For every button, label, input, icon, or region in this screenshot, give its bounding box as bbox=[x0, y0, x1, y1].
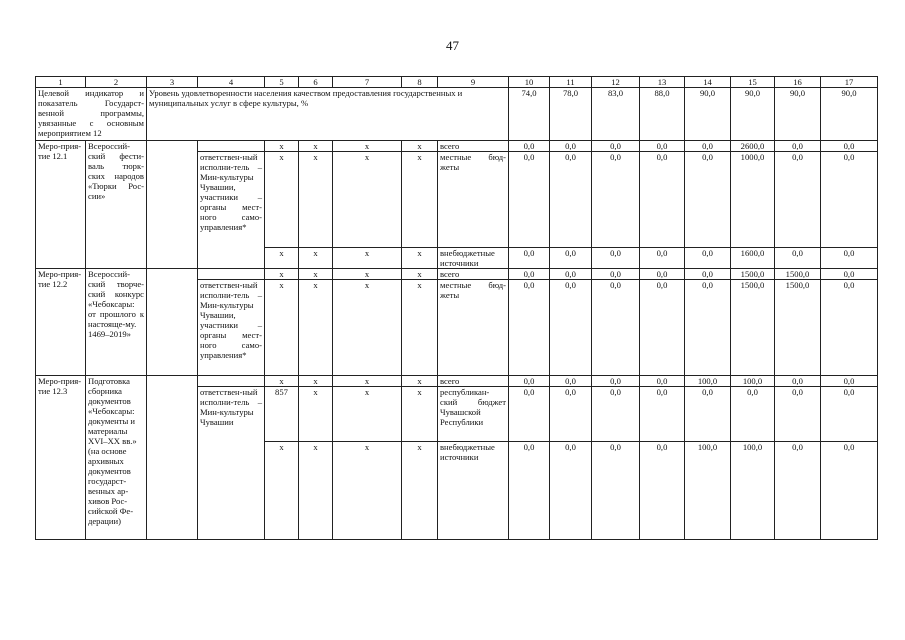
column-number: 12 bbox=[592, 77, 640, 88]
value-cell: 0,0 bbox=[592, 280, 640, 376]
indicator-description: Уровень удовлетворенности населения качеством предоставления государственных и муниципальных услуг в сфере культуры, % bbox=[147, 88, 509, 141]
cell-code: x bbox=[333, 280, 402, 376]
value-cell: 0,0 bbox=[550, 269, 592, 280]
funding-source: всего bbox=[438, 376, 509, 387]
funding-source: республикан-ский бюджет Чувашской Республики bbox=[438, 387, 509, 442]
column-number: 5 bbox=[265, 77, 299, 88]
value-cell: 0,0 bbox=[731, 387, 775, 442]
value-cell: 0,0 bbox=[550, 442, 592, 540]
value-cell: 0,0 bbox=[640, 280, 685, 376]
funding-source: всего bbox=[438, 269, 509, 280]
value-cell: 0,0 bbox=[592, 442, 640, 540]
indicator-label: Целевой индикатор и показатель Государст-венной программы, увязанные с основным мероприятием 12 bbox=[36, 88, 147, 141]
indicator-value: 90,0 bbox=[731, 88, 775, 141]
value-cell: 0,0 bbox=[821, 248, 878, 269]
cell-code: x bbox=[299, 152, 333, 248]
value-cell: 0,0 bbox=[640, 387, 685, 442]
cell-code: 857 bbox=[265, 387, 299, 442]
value-cell: 0,0 bbox=[550, 387, 592, 442]
value-cell: 0,0 bbox=[685, 152, 731, 248]
event-type: Меро-прия-тие 12.3 bbox=[36, 376, 86, 540]
event-empty-cell bbox=[147, 376, 198, 540]
value-cell: 0,0 bbox=[509, 387, 550, 442]
executor-empty-cell bbox=[198, 269, 265, 280]
value-cell: 0,0 bbox=[509, 442, 550, 540]
value-cell: 0,0 bbox=[821, 141, 878, 152]
cell-code: x bbox=[265, 269, 299, 280]
value-cell: 0,0 bbox=[550, 376, 592, 387]
cell-code: x bbox=[265, 376, 299, 387]
value-cell: 0,0 bbox=[640, 141, 685, 152]
column-number: 11 bbox=[550, 77, 592, 88]
value-cell: 0,0 bbox=[509, 152, 550, 248]
event-empty-cell bbox=[147, 141, 198, 269]
value-cell: 1000,0 bbox=[731, 152, 775, 248]
cell-code: x bbox=[402, 280, 438, 376]
value-cell: 100,0 bbox=[731, 376, 775, 387]
column-number: 3 bbox=[147, 77, 198, 88]
column-number: 8 bbox=[402, 77, 438, 88]
table-row bbox=[36, 269, 878, 280]
indicator-value: 90,0 bbox=[685, 88, 731, 141]
value-cell: 0,0 bbox=[550, 280, 592, 376]
table-row bbox=[36, 141, 878, 152]
value-cell: 0,0 bbox=[685, 280, 731, 376]
column-number: 16 bbox=[775, 77, 821, 88]
value-cell: 0,0 bbox=[775, 141, 821, 152]
cell-code: x bbox=[299, 376, 333, 387]
cell-code: x bbox=[265, 280, 299, 376]
value-cell: 0,0 bbox=[509, 280, 550, 376]
value-cell: 0,0 bbox=[509, 141, 550, 152]
value-cell: 0,0 bbox=[592, 248, 640, 269]
cell-code: x bbox=[265, 442, 299, 540]
cell-code: x bbox=[299, 248, 333, 269]
event-name: Всероссий-ский творче-ский конкурс «Чебоксары: от прошлого к настояще-му. 1469–2019» bbox=[86, 269, 147, 376]
value-cell: 1500,0 bbox=[731, 269, 775, 280]
indicator-value: 90,0 bbox=[821, 88, 878, 141]
event-executor: ответствен-ный исполни-тель – Мин-культуры Чувашии, участники – органы мест-ного само-управления* bbox=[198, 280, 265, 376]
value-cell: 0,0 bbox=[592, 152, 640, 248]
cell-code: x bbox=[333, 248, 402, 269]
value-cell: 0,0 bbox=[821, 387, 878, 442]
cell-code: x bbox=[333, 387, 402, 442]
value-cell: 1500,0 bbox=[731, 280, 775, 376]
value-cell: 0,0 bbox=[509, 269, 550, 280]
value-cell: 0,0 bbox=[775, 248, 821, 269]
table-row bbox=[36, 376, 878, 387]
executor-empty-cell bbox=[198, 141, 265, 152]
cell-code: x bbox=[402, 442, 438, 540]
funding-source: внебюджетные источники bbox=[438, 442, 509, 540]
page-number: 47 bbox=[446, 38, 459, 53]
value-cell: 0,0 bbox=[775, 376, 821, 387]
column-number: 9 bbox=[438, 77, 509, 88]
indicator-value: 78,0 bbox=[550, 88, 592, 141]
funding-source: внебюджетные источники bbox=[438, 248, 509, 269]
cell-code: x bbox=[299, 442, 333, 540]
column-number: 1 bbox=[36, 77, 86, 88]
indicator-row bbox=[36, 88, 878, 141]
column-number: 15 bbox=[731, 77, 775, 88]
value-cell: 0,0 bbox=[640, 376, 685, 387]
value-cell: 1500,0 bbox=[775, 269, 821, 280]
column-number: 14 bbox=[685, 77, 731, 88]
value-cell: 0,0 bbox=[592, 387, 640, 442]
value-cell: 0,0 bbox=[821, 280, 878, 376]
value-cell: 0,0 bbox=[640, 269, 685, 280]
value-cell: 0,0 bbox=[640, 442, 685, 540]
column-number: 6 bbox=[299, 77, 333, 88]
column-number: 7 bbox=[333, 77, 402, 88]
event-name: Подготовка сборника документов «Чебоксары: документы и материалы XVI–XX вв.» (на основе архивных документов государст-венных ар-хивов Рос-сийской Фе-дерации) bbox=[86, 376, 147, 540]
column-number-row bbox=[36, 77, 878, 88]
value-cell: 0,0 bbox=[685, 248, 731, 269]
cell-code: x bbox=[402, 141, 438, 152]
column-number: 13 bbox=[640, 77, 685, 88]
cell-code: x bbox=[333, 269, 402, 280]
value-cell: 0,0 bbox=[592, 141, 640, 152]
value-cell: 0,0 bbox=[640, 248, 685, 269]
event-executor: ответствен-ный исполни-тель – Мин-культуры Чувашии bbox=[198, 387, 265, 540]
budget-table bbox=[35, 76, 878, 540]
value-cell: 0,0 bbox=[640, 152, 685, 248]
event-name: Всероссий-ский фести-валь тюрк-ских народов «Тюрки Рос-сии» bbox=[86, 141, 147, 269]
column-number: 17 bbox=[821, 77, 878, 88]
value-cell: 0,0 bbox=[550, 141, 592, 152]
value-cell: 0,0 bbox=[685, 269, 731, 280]
funding-source: местные бюд-жеты bbox=[438, 152, 509, 248]
cell-code: x bbox=[265, 141, 299, 152]
cell-code: x bbox=[299, 280, 333, 376]
value-cell: 0,0 bbox=[509, 248, 550, 269]
value-cell: 0,0 bbox=[821, 152, 878, 248]
indicator-value: 74,0 bbox=[509, 88, 550, 141]
cell-code: x bbox=[402, 248, 438, 269]
cell-code: x bbox=[299, 387, 333, 442]
value-cell: 1600,0 bbox=[731, 248, 775, 269]
event-executor: ответствен-ный исполни-тель – Мин-культуры Чувашии, участники – органы мест-ного само-управления* bbox=[198, 152, 265, 269]
value-cell: 0,0 bbox=[775, 152, 821, 248]
value-cell: 0,0 bbox=[550, 152, 592, 248]
indicator-value: 90,0 bbox=[775, 88, 821, 141]
cell-code: x bbox=[402, 152, 438, 248]
value-cell: 0,0 bbox=[775, 387, 821, 442]
funding-source: местные бюд-жеты bbox=[438, 280, 509, 376]
cell-code: x bbox=[333, 141, 402, 152]
column-number: 4 bbox=[198, 77, 265, 88]
value-cell: 1500,0 bbox=[775, 280, 821, 376]
cell-code: x bbox=[299, 269, 333, 280]
event-type: Меро-прия-тие 12.1 bbox=[36, 141, 86, 269]
column-number: 10 bbox=[509, 77, 550, 88]
value-cell: 0,0 bbox=[821, 269, 878, 280]
value-cell: 0,0 bbox=[685, 141, 731, 152]
column-number: 2 bbox=[86, 77, 147, 88]
cell-code: x bbox=[402, 387, 438, 442]
value-cell: 100,0 bbox=[685, 442, 731, 540]
value-cell: 0,0 bbox=[685, 387, 731, 442]
event-empty-cell bbox=[147, 269, 198, 376]
indicator-value: 83,0 bbox=[592, 88, 640, 141]
cell-code: x bbox=[333, 442, 402, 540]
value-cell: 0,0 bbox=[550, 248, 592, 269]
value-cell: 0,0 bbox=[592, 269, 640, 280]
value-cell: 100,0 bbox=[731, 442, 775, 540]
value-cell: 0,0 bbox=[821, 442, 878, 540]
cell-code: x bbox=[265, 248, 299, 269]
value-cell: 100,0 bbox=[685, 376, 731, 387]
cell-code: x bbox=[299, 141, 333, 152]
indicator-value: 88,0 bbox=[640, 88, 685, 141]
value-cell: 0,0 bbox=[775, 442, 821, 540]
value-cell: 0,0 bbox=[509, 376, 550, 387]
value-cell: 0,0 bbox=[821, 376, 878, 387]
funding-source: всего bbox=[438, 141, 509, 152]
event-type: Меро-прия-тие 12.2 bbox=[36, 269, 86, 376]
cell-code: x bbox=[333, 376, 402, 387]
cell-code: x bbox=[402, 376, 438, 387]
cell-code: x bbox=[333, 152, 402, 248]
executor-empty-cell bbox=[198, 376, 265, 387]
cell-code: x bbox=[265, 152, 299, 248]
value-cell: 0,0 bbox=[592, 376, 640, 387]
cell-code: x bbox=[402, 269, 438, 280]
value-cell: 2600,0 bbox=[731, 141, 775, 152]
